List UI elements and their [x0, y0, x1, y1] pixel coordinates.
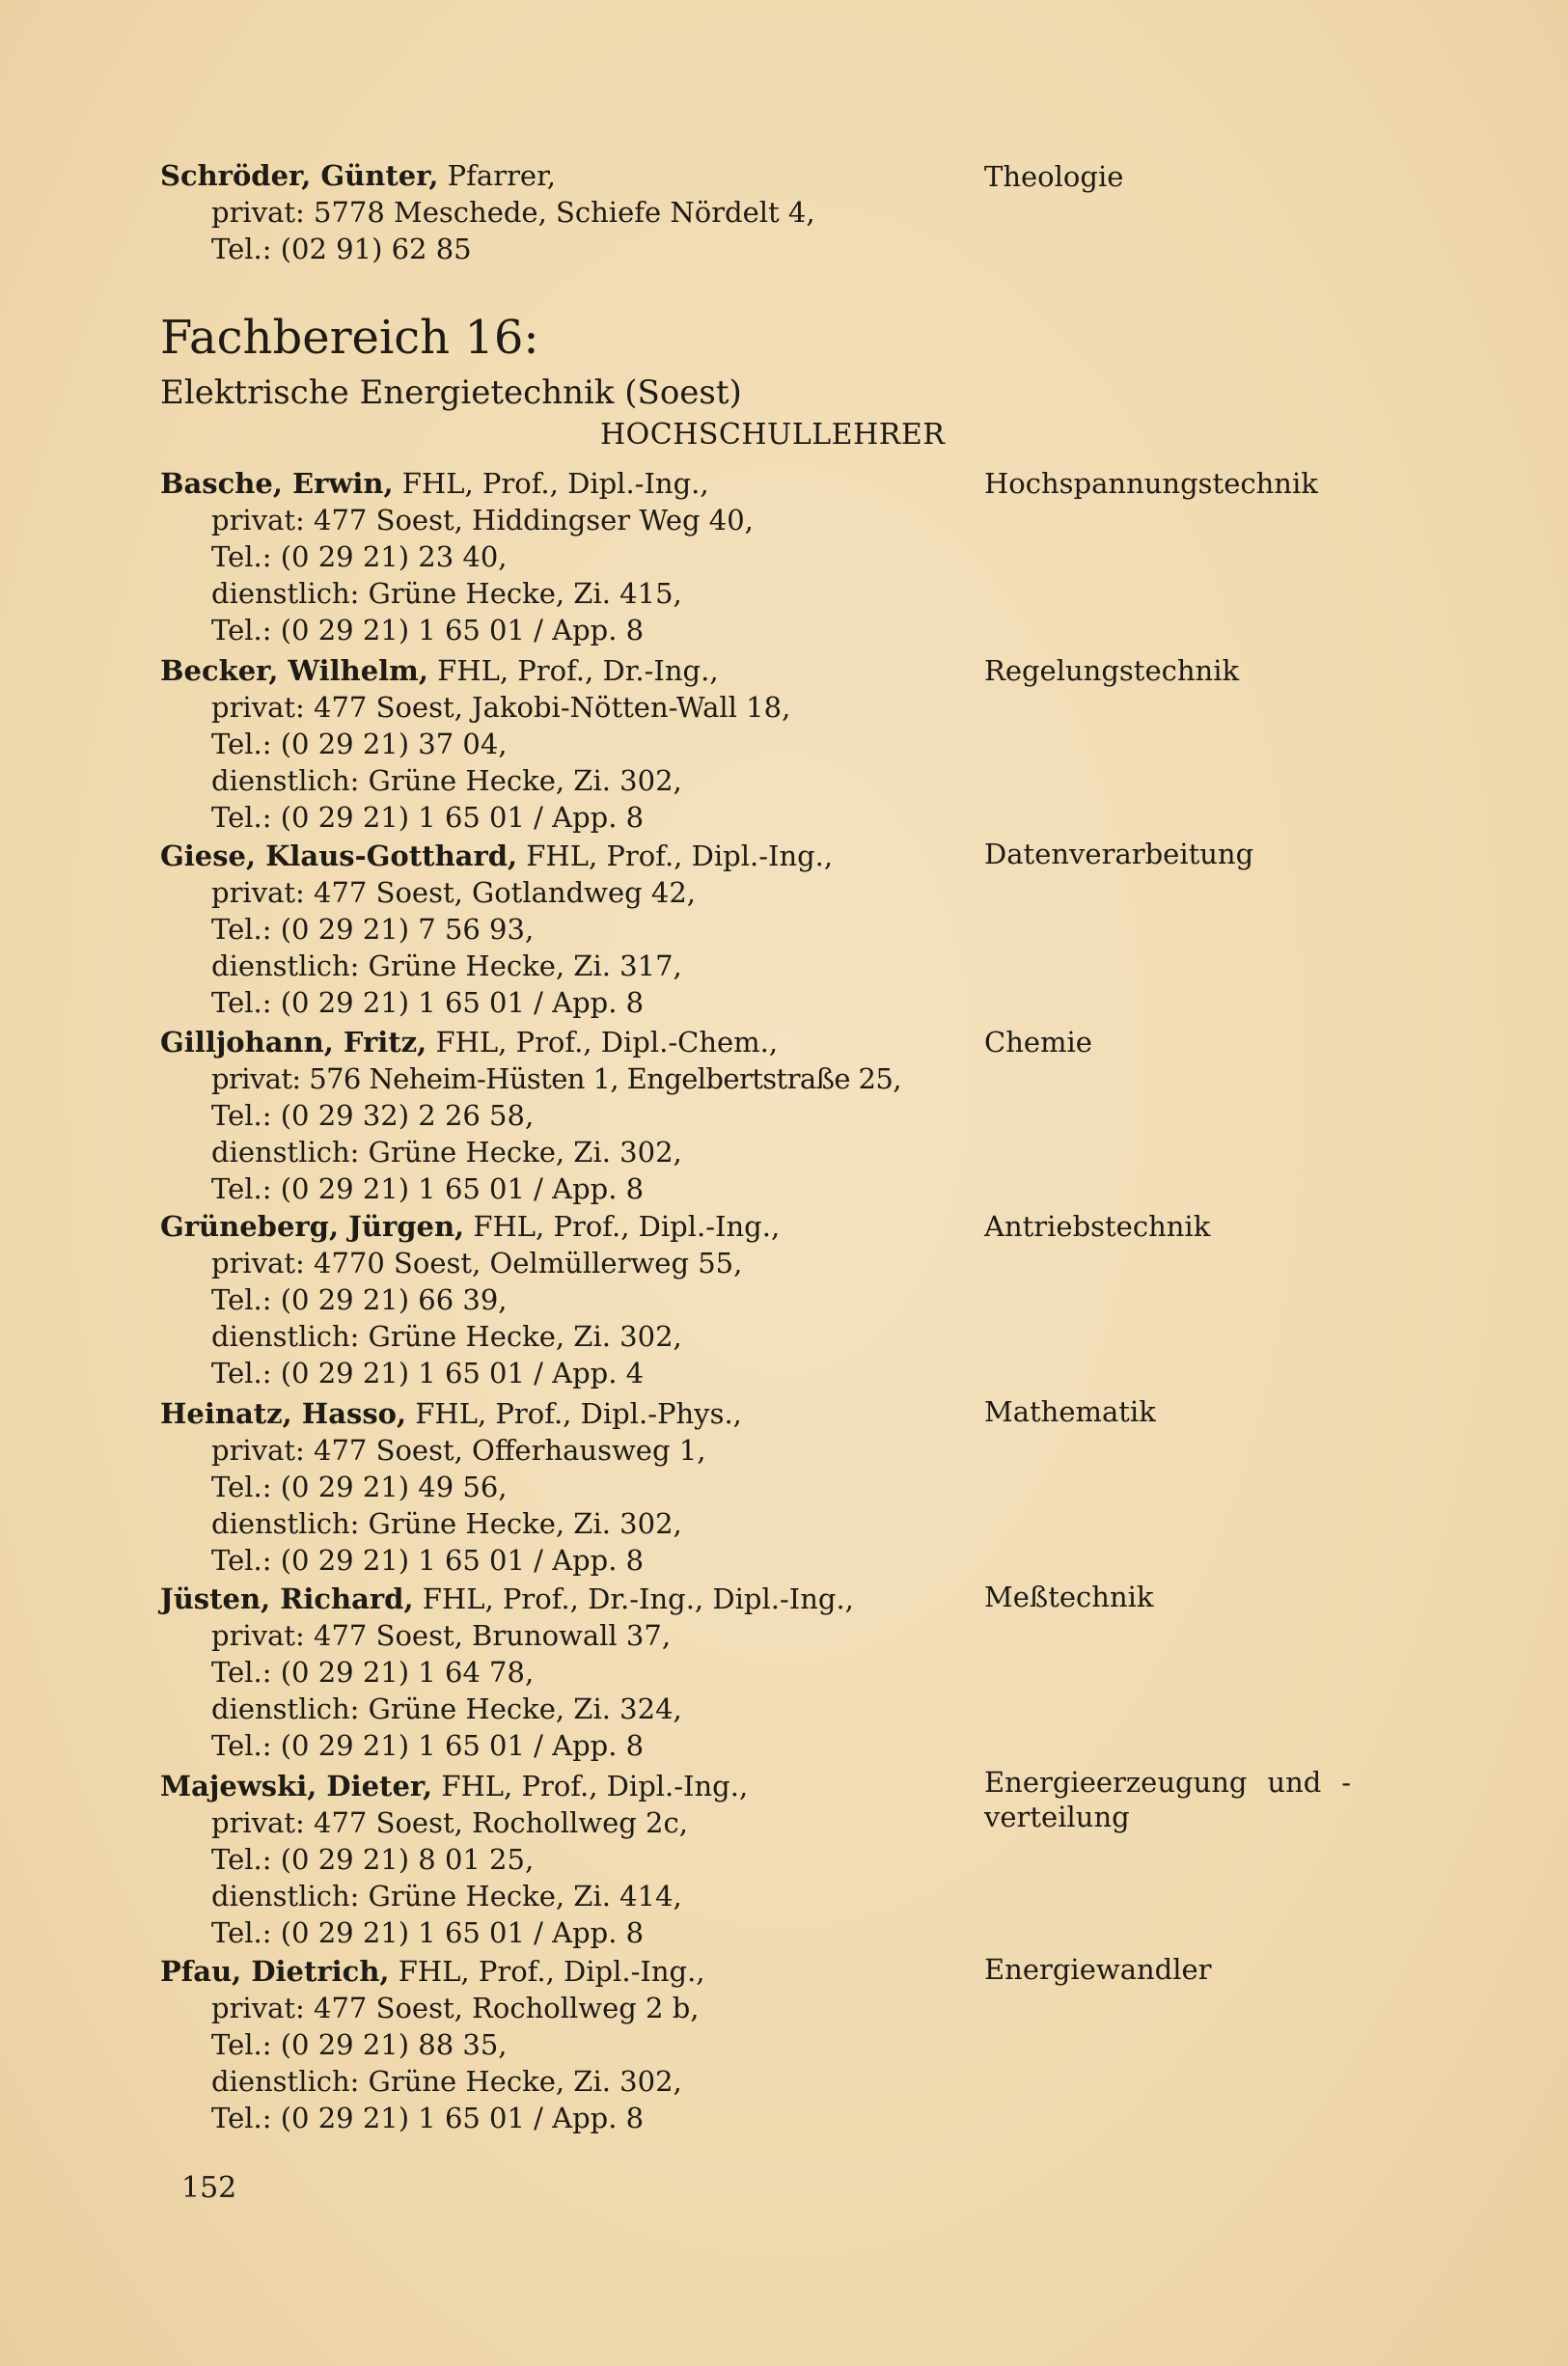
entry-detail-line: Tel.: (0 29 21) 7 56 93, [211, 913, 535, 946]
entry-detail-line: Tel.: (0 29 21) 1 65 01 / App. 8 [211, 1544, 645, 1577]
entry-detail-line: privat: 477 Soest, Rochollweg 2c, [211, 1806, 688, 1839]
entry-subject: Energiewandler [984, 1953, 1212, 1986]
entry-name-line [160, 652, 990, 689]
entry-pfau [160, 1953, 990, 2136]
entry-detail-line: Tel.: (0 29 21) 88 35, [211, 2028, 508, 2061]
entry-detail-line: privat: 576 Neheim-Hüsten 1, Engelbertstraße 25, [211, 1062, 901, 1095]
entry-becker [160, 652, 990, 836]
entry-detail-line: Tel.: (0 29 21) 1 65 01 / App. 8 [211, 1729, 645, 1762]
entry-detail-line: dienstlich: Grüne Hecke, Zi. 302, [211, 1507, 682, 1540]
entry-detail-line: Tel.: (0 29 21) 1 65 01 / App. 8 [211, 1916, 645, 1949]
entry-detail-line: Tel.: (02 91) 62 85 [211, 233, 472, 265]
entry-detail-line: dienstlich: Grüne Hecke, Zi. 324, [211, 1692, 682, 1725]
entry-detail-line: Tel.: (0 29 21) 23 40, [211, 540, 508, 573]
entry-detail-line: Tel.: (0 29 21) 1 65 01 / App. 8 [211, 801, 645, 834]
entry-name: Giese, Klaus-Gotthard, [160, 839, 518, 872]
entry-name: Pfau, Dietrich, [160, 1955, 390, 1988]
entry-name: Becker, Wilhelm, [160, 654, 428, 687]
entry-detail-line: Tel.: (0 29 32) 2 26 58, [211, 1099, 535, 1132]
entry-detail-line: dienstlich: Grüne Hecke, Zi. 302, [211, 764, 682, 797]
entry-name: Heinatz, Hasso, [160, 1397, 407, 1430]
entry-detail-line: Tel.: (0 29 21) 1 64 78, [211, 1656, 535, 1689]
entry-title: FHL, Prof., Dipl.-Ing., [464, 1210, 781, 1243]
entry-detail-line: Tel.: (0 29 21) 1 65 01 / App. 8 [211, 2102, 645, 2134]
entry-title: FHL, Prof., Dipl.-Ing., [432, 1770, 749, 1802]
entry-detail-line: privat: 477 Soest, Offerhausweg 1, [211, 1434, 706, 1467]
entry-detail-line: Tel.: (0 29 21) 8 01 25, [211, 1843, 535, 1876]
entry-name-line [160, 1581, 990, 1617]
entry-detail-line: dienstlich: Grüne Hecke, Zi. 415, [211, 577, 682, 610]
entry-detail-line: dienstlich: Grüne Hecke, Zi. 302, [211, 2065, 682, 2098]
entry-subject: Theologie [984, 160, 1124, 193]
entry-name: Majewski, Dieter, [160, 1770, 433, 1802]
entry-basche [160, 465, 990, 648]
entry-title: FHL, Prof., Dipl.-Ing., [393, 467, 709, 500]
entry-detail-line: privat: 477 Soest, Hiddingser Weg 40, [211, 504, 754, 536]
entry-detail-line: Tel.: (0 29 21) 66 39, [211, 1283, 508, 1316]
entry-name: Jüsten, Richard, [160, 1582, 414, 1615]
section-title: Fachbereich 16: [160, 311, 539, 365]
entry-name-line [160, 1768, 990, 1804]
entry-name-line [160, 1395, 990, 1432]
entry-detail-line: Tel.: (0 29 21) 49 56, [211, 1471, 508, 1503]
entry-schroeder [160, 157, 990, 267]
entry-juesten [160, 1581, 990, 1764]
entry-detail-line: dienstlich: Grüne Hecke, Zi. 302, [211, 1136, 682, 1169]
entry-detail-line: privat: 4770 Soest, Oelmüllerweg 55, [211, 1247, 743, 1279]
entry-giese [160, 838, 990, 1021]
entry-subject: Antriebstechnik [984, 1210, 1211, 1243]
entry-title: FHL, Prof., Dipl.-Ing., [517, 839, 834, 872]
entry-detail-line: Tel.: (0 29 21) 1 65 01 / App. 8 [211, 614, 645, 647]
entry-name: Grüneberg, Jürgen, [160, 1210, 465, 1243]
entry-name: Basche, Erwin, [160, 467, 394, 500]
entry-title: FHL, Prof., Dr.-Ing., [427, 654, 719, 687]
entry-name-line [160, 157, 990, 194]
entry-subject: Energieerzeugung und -verteilung [984, 1766, 1351, 1833]
entry-title: FHL, Prof., Dipl.-Phys., [406, 1397, 742, 1430]
entry-detail-line: privat: 477 Soest, Gotlandweg 42, [211, 876, 697, 909]
entry-subject: Meßtechnik [984, 1581, 1154, 1613]
entry-name-line [160, 465, 990, 502]
entry-name: Schröder, Günter, [160, 159, 439, 192]
entry-detail-line: Tel.: (0 29 21) 1 65 01 / App. 4 [211, 1357, 645, 1389]
entry-title: Pfarrer, [438, 159, 556, 192]
entry-detail-line: privat: 477 Soest, Rochollweg 2 b, [211, 1992, 700, 2024]
section-subtitle: Elektrische Energietechnik (Soest) [160, 373, 742, 412]
group-heading: HOCHSCHULLEHRER [600, 418, 946, 452]
page-number: 152 [181, 2171, 237, 2205]
entry-name-line [160, 838, 990, 874]
entry-majewski [160, 1768, 990, 1951]
entry-title: FHL, Prof., Dr.-Ing., Dipl.-Ing., [413, 1582, 854, 1615]
entry-subject: Chemie [984, 1026, 1092, 1059]
entry-detail-line: Tel.: (0 29 21) 37 04, [211, 728, 508, 760]
entry-heinatz [160, 1395, 990, 1579]
entry-name: Gilljohann, Fritz, [160, 1026, 427, 1059]
entry-title: FHL, Prof., Dipl.-Chem., [426, 1026, 779, 1059]
entry-name-line [160, 1208, 990, 1245]
entry-subject: Mathematik [984, 1395, 1156, 1428]
entry-grueneberg [160, 1208, 990, 1391]
entry-gilljohann [160, 1024, 990, 1207]
entry-detail-line: Tel.: (0 29 21) 1 65 01 / App. 8 [211, 1172, 645, 1205]
entry-detail-line: privat: 5778 Meschede, Schiefe Nördelt 4, [211, 196, 815, 229]
entry-detail-line: dienstlich: Grüne Hecke, Zi. 302, [211, 1320, 682, 1353]
entry-detail-line: dienstlich: Grüne Hecke, Zi. 317, [211, 949, 682, 982]
entry-detail-line: Tel.: (0 29 21) 1 65 01 / App. 8 [211, 986, 645, 1019]
entry-title: FHL, Prof., Dipl.-Ing., [389, 1955, 705, 1988]
entry-name-line [160, 1953, 990, 1990]
entry-name-line [160, 1024, 990, 1060]
entry-subject: Regelungstechnik [984, 654, 1240, 687]
entry-detail-line: privat: 477 Soest, Brunowall 37, [211, 1619, 672, 1652]
entry-detail-line: privat: 477 Soest, Jakobi-Nötten-Wall 18, [211, 691, 791, 724]
entry-detail-line: dienstlich: Grüne Hecke, Zi. 414, [211, 1880, 682, 1912]
entry-subject: Hochspannungstechnik [984, 467, 1318, 500]
entry-subject: Datenverarbeitung [984, 838, 1254, 870]
